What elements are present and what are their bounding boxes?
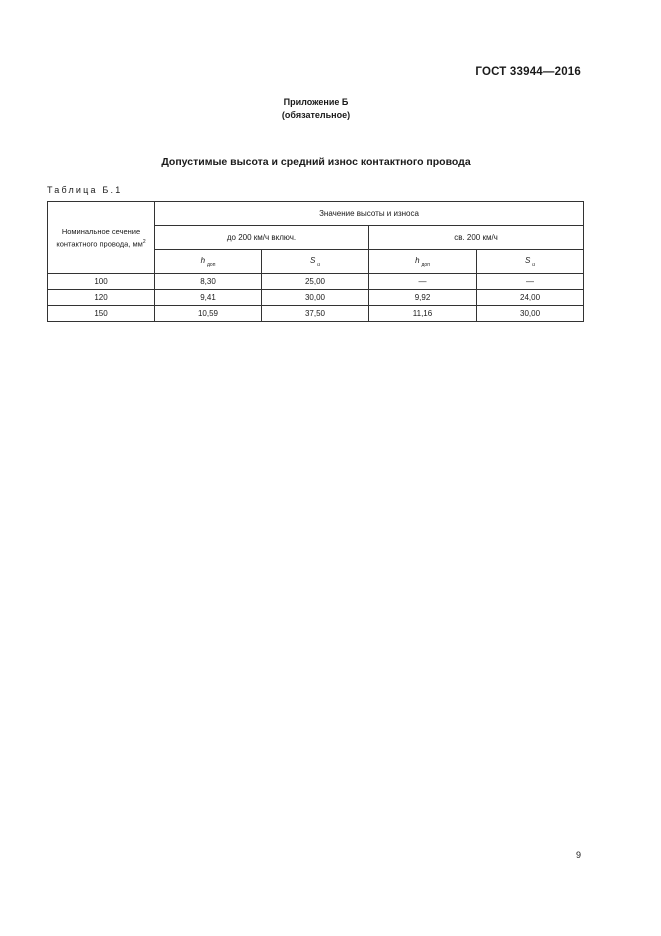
table-caption: Таблица Б.1 bbox=[47, 185, 123, 195]
table-row bbox=[48, 274, 584, 290]
section-title: Допустимые высота и средний износ контактного провода bbox=[161, 156, 471, 168]
table-cell: 9,41 bbox=[155, 290, 262, 306]
header-speed-high-label: св. 200 км/ч bbox=[454, 233, 498, 242]
header-cell-group bbox=[155, 202, 584, 226]
header-section-label: Номинальное сечение контактного провода, мм bbox=[56, 226, 143, 249]
table-cell: 8,30 bbox=[155, 274, 262, 290]
table-row bbox=[48, 290, 584, 306]
table-cell: 9,92 bbox=[369, 290, 477, 306]
header-cell-symbol bbox=[477, 250, 584, 274]
table-cell: 100 bbox=[48, 274, 155, 290]
header-cell-section bbox=[48, 202, 155, 274]
table-cell: — bbox=[477, 274, 584, 290]
symbol-sub: и bbox=[532, 261, 536, 268]
table-cell: 120 bbox=[48, 290, 155, 306]
header-speed-low-label: до 200 км/ч включ. bbox=[226, 233, 297, 242]
header-cell-symbol bbox=[369, 250, 477, 274]
table-cell: 37,50 bbox=[262, 306, 369, 322]
table-cell: — bbox=[369, 274, 477, 290]
header-section-sup: 2 bbox=[142, 238, 146, 245]
table-cell: 30,00 bbox=[477, 306, 584, 322]
header-cell-speed-low bbox=[155, 226, 369, 250]
header-group-label: Значение высоты и износа bbox=[319, 209, 419, 218]
symbol-main: h bbox=[200, 255, 206, 265]
table-cell: 11,16 bbox=[369, 306, 477, 322]
symbol-sub: доп bbox=[207, 261, 216, 268]
table-row bbox=[48, 306, 584, 322]
symbol-sub: и bbox=[317, 261, 321, 268]
symbol-sub: доп bbox=[421, 261, 430, 268]
table-cell: 10,59 bbox=[155, 306, 262, 322]
table-header-row-1 bbox=[48, 202, 584, 226]
height-wear-table bbox=[47, 201, 584, 322]
header-cell-speed-high bbox=[369, 226, 584, 250]
table-cell: 150 bbox=[48, 306, 155, 322]
symbol-main: h bbox=[415, 255, 420, 265]
appendix-heading bbox=[0, 96, 632, 122]
page-number: 9 bbox=[575, 850, 581, 860]
symbol-main: S bbox=[309, 255, 316, 265]
document-code: ГОСТ 33944—2016 bbox=[475, 66, 581, 78]
appendix-title: Приложение Б bbox=[283, 97, 349, 107]
appendix-status: (обязательное) bbox=[281, 110, 351, 120]
table-cell: 24,00 bbox=[477, 290, 584, 306]
table-cell: 30,00 bbox=[262, 290, 369, 306]
symbol-main: S bbox=[524, 255, 531, 265]
table-cell: 25,00 bbox=[262, 274, 369, 290]
header-cell-symbol bbox=[155, 250, 262, 274]
header-cell-symbol bbox=[262, 250, 369, 274]
